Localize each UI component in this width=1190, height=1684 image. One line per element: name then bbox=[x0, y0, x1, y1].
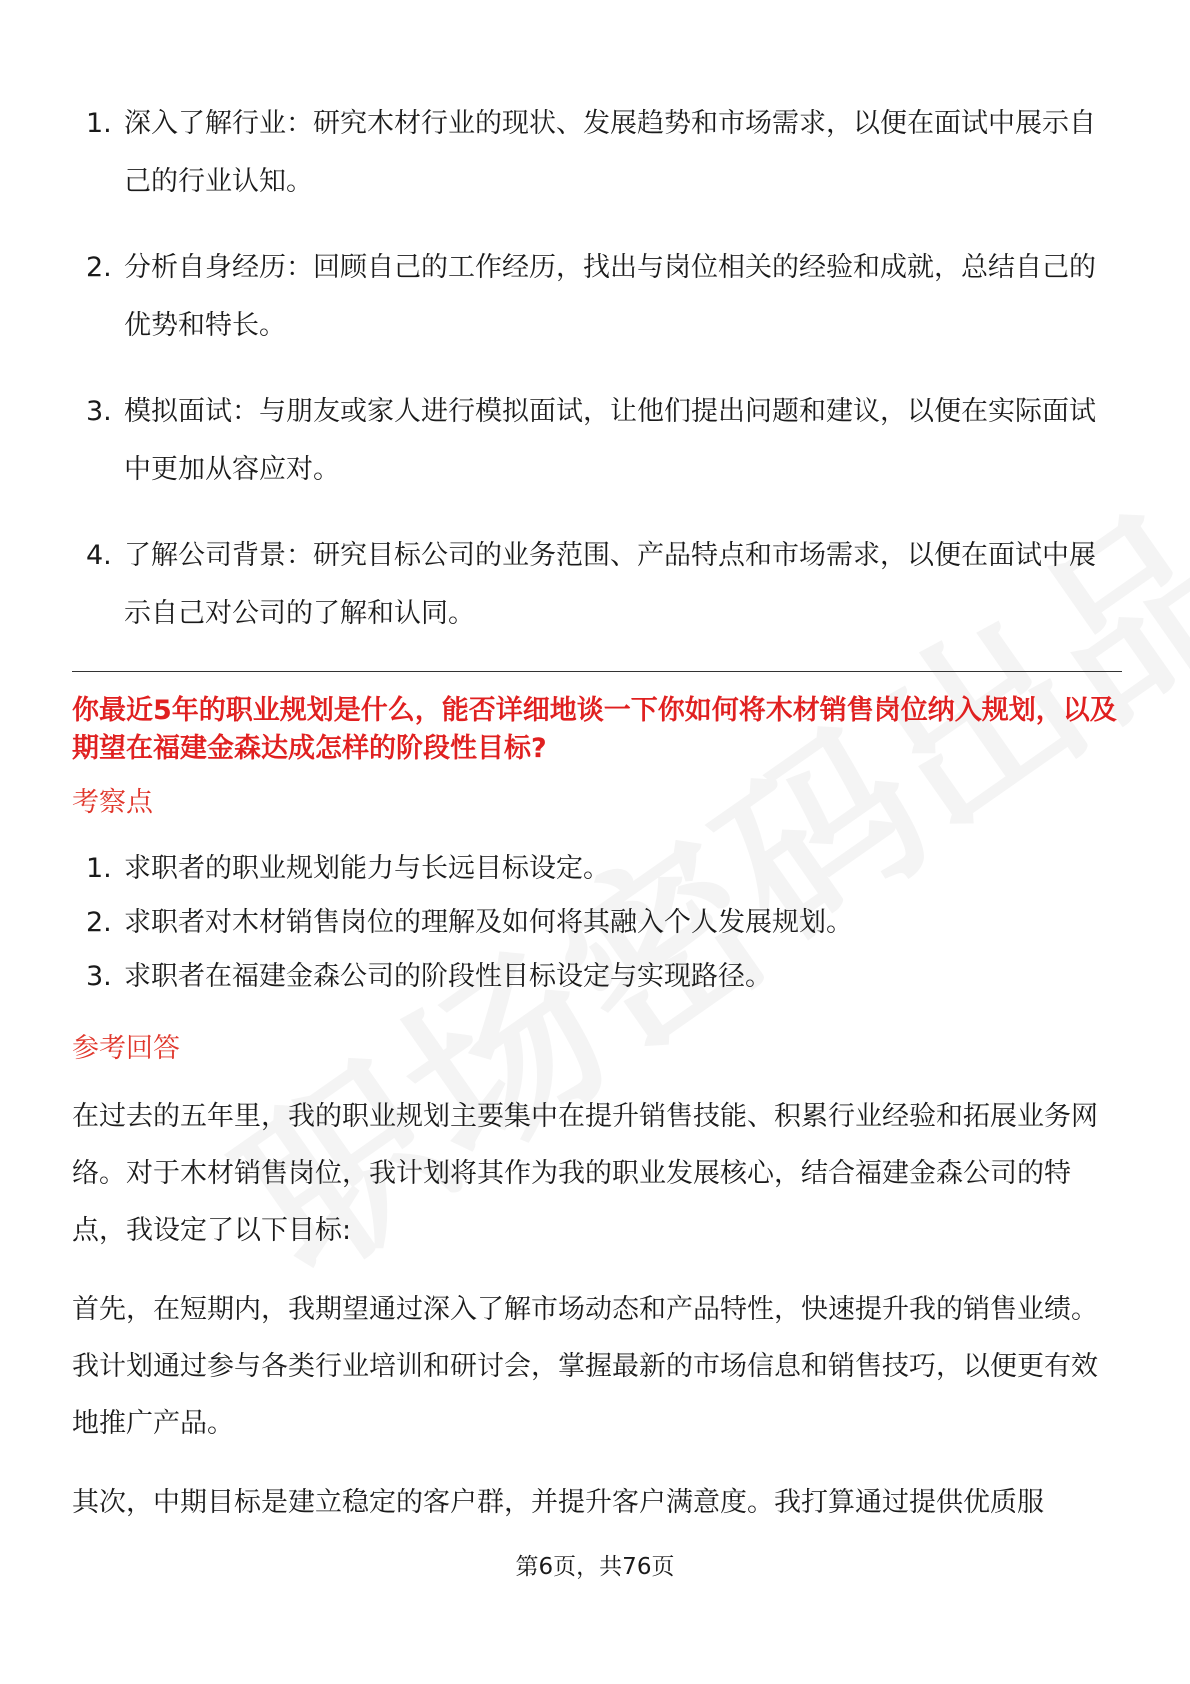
list-item-number: 1. bbox=[86, 853, 112, 884]
list-item-text: 求职者对木材销售岗位的理解及如何将其融入个人发展规划。 bbox=[124, 907, 853, 938]
list-item bbox=[72, 896, 1122, 950]
answer-paragraph: 其次，中期目标是建立稳定的客户群，并提升客户满意度。我打算通过提供优质服 bbox=[72, 1487, 1044, 1518]
page-number-footer: 第6页，共76页 bbox=[515, 1554, 675, 1580]
list-item-text: 深入了解行业：研究木材行业的现状、发展趋势和市场需求，以便在面试中展示自己的行业认知。 bbox=[124, 108, 1096, 197]
list-item-number: 1. bbox=[86, 108, 112, 139]
list-item-text: 求职者的职业规划能力与长远目标设定。 bbox=[124, 853, 610, 884]
list-item-number: 2. bbox=[86, 252, 112, 283]
list-item-text: 求职者在福建金森公司的阶段性目标设定与实现路径。 bbox=[124, 961, 772, 992]
page-content bbox=[72, 95, 1122, 1553]
list-item-number: 2. bbox=[86, 907, 112, 938]
assessment-heading: 考察点 bbox=[72, 787, 153, 818]
list-item-text: 模拟面试：与朋友或家人进行模拟面试，让他们提出问题和建议，以便在实际面试中更加从容应对。 bbox=[124, 396, 1096, 485]
list-item bbox=[72, 527, 1122, 643]
interview-question: 你最近5年的职业规划是什么，能否详细地谈一下你如何将木材销售岗位纳入规划，以及期望在福建金森达成怎样的阶段性目标? bbox=[72, 695, 1117, 764]
list-item-text: 了解公司背景：研究目标公司的业务范围、产品特点和市场需求，以便在面试中展示自己对公司的了解和认同。 bbox=[124, 540, 1096, 629]
list-item bbox=[72, 842, 1122, 896]
list-item bbox=[72, 950, 1122, 1004]
list-item-number: 4. bbox=[86, 540, 112, 571]
list-item bbox=[72, 383, 1122, 499]
list-item-number: 3. bbox=[86, 396, 112, 427]
list-item bbox=[72, 239, 1122, 355]
section-divider bbox=[72, 671, 1122, 672]
answer-heading: 参考回答 bbox=[72, 1033, 180, 1064]
list-item-number: 3. bbox=[86, 961, 112, 992]
answer-paragraph: 首先，在短期内，我期望通过深入了解市场动态和产品特性，快速提升我的销售业绩。我计划通过参与各类行业培训和研讨会，掌握最新的市场信息和销售技巧，以便更有效地推广产品。 bbox=[72, 1294, 1098, 1439]
list-item bbox=[72, 95, 1122, 211]
preparation-list bbox=[72, 95, 1122, 643]
assessment-points-list bbox=[72, 842, 1122, 1004]
list-item-text: 分析自身经历：回顾自己的工作经历，找出与岗位相关的经验和成就，总结自己的优势和特长。 bbox=[124, 252, 1096, 341]
answer-paragraph: 在过去的五年里，我的职业规划主要集中在提升销售技能、积累行业经验和拓展业务网络。对于木材销售岗位，我计划将其作为我的职业发展核心，结合福建金森公司的特点，我设定了以下目标: bbox=[72, 1101, 1098, 1246]
